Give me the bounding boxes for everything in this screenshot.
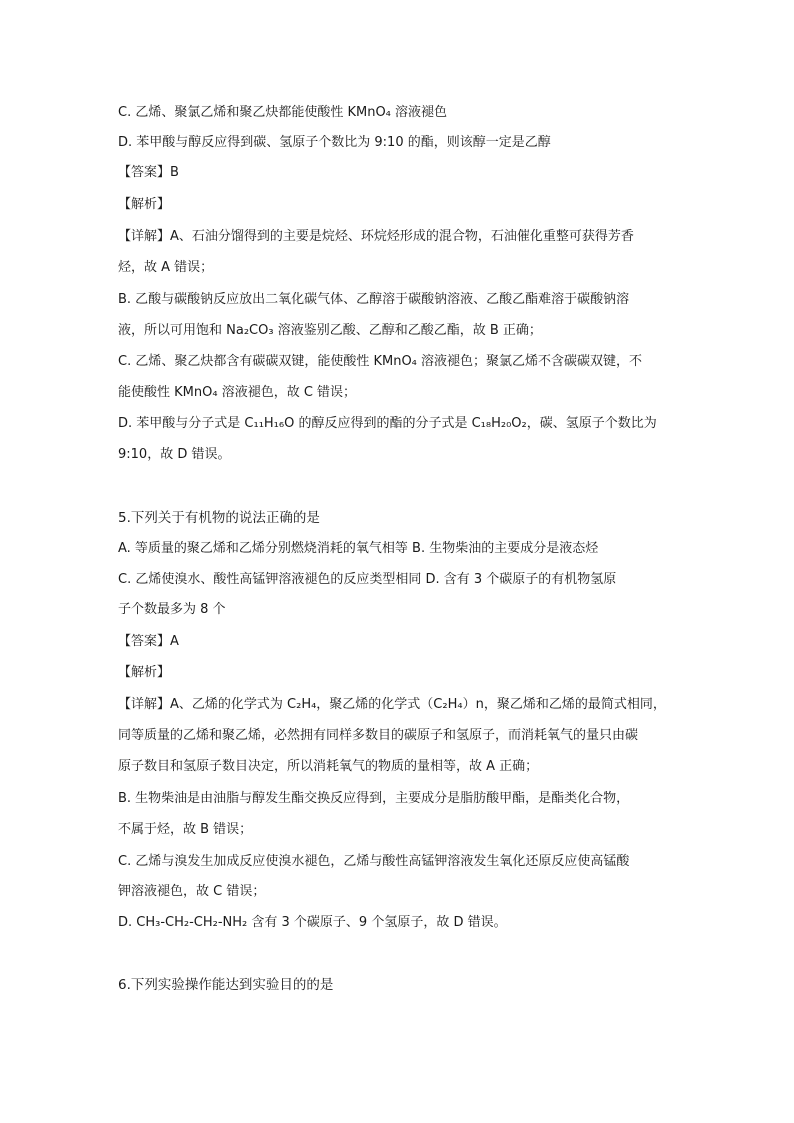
answer-label: 【答案】B: [118, 165, 179, 180]
question-5-options-cont: 子个数最多为 8 个: [118, 602, 226, 617]
detail-line: 9:10，故 D 错误。: [118, 447, 231, 462]
question-6-stem: 6.下列实验操作能达到实验目的的是: [118, 977, 334, 993]
detail-line: C. 乙烯与溴发生加成反应使溴水褪色，乙烯与酸性高锰钾溶液发生氧化还原反应使高锰酸: [118, 854, 630, 869]
question-5-stem: 5.下列关于有机物的说法正确的是: [118, 510, 320, 526]
option-d-line: D. 苯甲酸与醇反应得到碳、氢原子个数比为 9:10 的酯，则该醇一定是乙醇: [118, 135, 551, 150]
detail-line: B. 乙酸与碳酸钠反应放出二氧化碳气体、乙醇溶于碳酸钠溶液、乙酸乙酯难溶于碳酸钠溶: [118, 292, 630, 307]
detail-line: 钾溶液褪色，故 C 错误；: [118, 884, 266, 899]
analysis-label: 【解析】: [118, 197, 171, 212]
detail-line: D. CH₃-CH₂-CH₂-NH₂ 含有 3 个碳原子、9 个氢原子，故 D 错误。: [118, 915, 507, 930]
option-c-line: C. 乙烯、聚氯乙烯和聚乙炔都能使酸性 KMnO₄ 溶液褪色: [118, 105, 448, 120]
detail-line: 【详解】A、乙烯的化学式为 C₂H₄，聚乙烯的化学式（C₂H₄）n，聚乙烯和乙烯的最简式相同，: [118, 697, 666, 712]
detail-line: 同等质量的乙烯和聚乙烯，必然拥有同样多数目的碳原子和氢原子，而消耗氧气的量只由碳: [118, 728, 639, 743]
answer-label: 【答案】A: [118, 634, 179, 649]
analysis-label: 【解析】: [118, 665, 171, 680]
detail-line: 不属于烃，故 B 错误；: [118, 822, 253, 837]
detail-line: 液，所以可用饱和 Na₂CO₃ 溶液鉴别乙酸、乙醇和乙酸乙酯，故 B 正确；: [118, 323, 542, 338]
detail-line: 【详解】A、石油分馏得到的主要是烷烃、环烷烃形成的混合物，石油催化重整可获得芳香: [118, 229, 634, 244]
detail-line: B. 生物柴油是由油脂与醇发生酯交换反应得到，主要成分是脂肪酸甲酯，是酯类化合物，: [118, 791, 630, 806]
detail-line: 原子数目和氢原子数目决定，所以消耗氧气的物质的量相等，故 A 正确；: [118, 759, 539, 774]
detail-line: 烃，故 A 错误；: [118, 260, 214, 275]
detail-line: 能使酸性 KMnO₄ 溶液褪色，故 C 错误；: [118, 385, 357, 400]
detail-line: D. 苯甲酸与分子式是 C₁₁H₁₆O 的醇反应得到的酯的分子式是 C₁₈H₂₀O₂，碳、氢原子个数比为: [118, 416, 657, 431]
question-5-options-cd: C. 乙烯使溴水、酸性高锰钾溶液褪色的反应类型相同 D. 含有 3 个碳原子的有机物氢原: [118, 572, 617, 587]
question-5-options-ab: A. 等质量的聚乙烯和乙烯分别燃烧消耗的氧气相等 B. 生物柴油的主要成分是液态烃: [118, 541, 599, 556]
detail-line: C. 乙烯、聚乙炔都含有碳碳双键，能使酸性 KMnO₄ 溶液褪色；聚氯乙烯不含碳碳双键，不: [118, 354, 643, 369]
